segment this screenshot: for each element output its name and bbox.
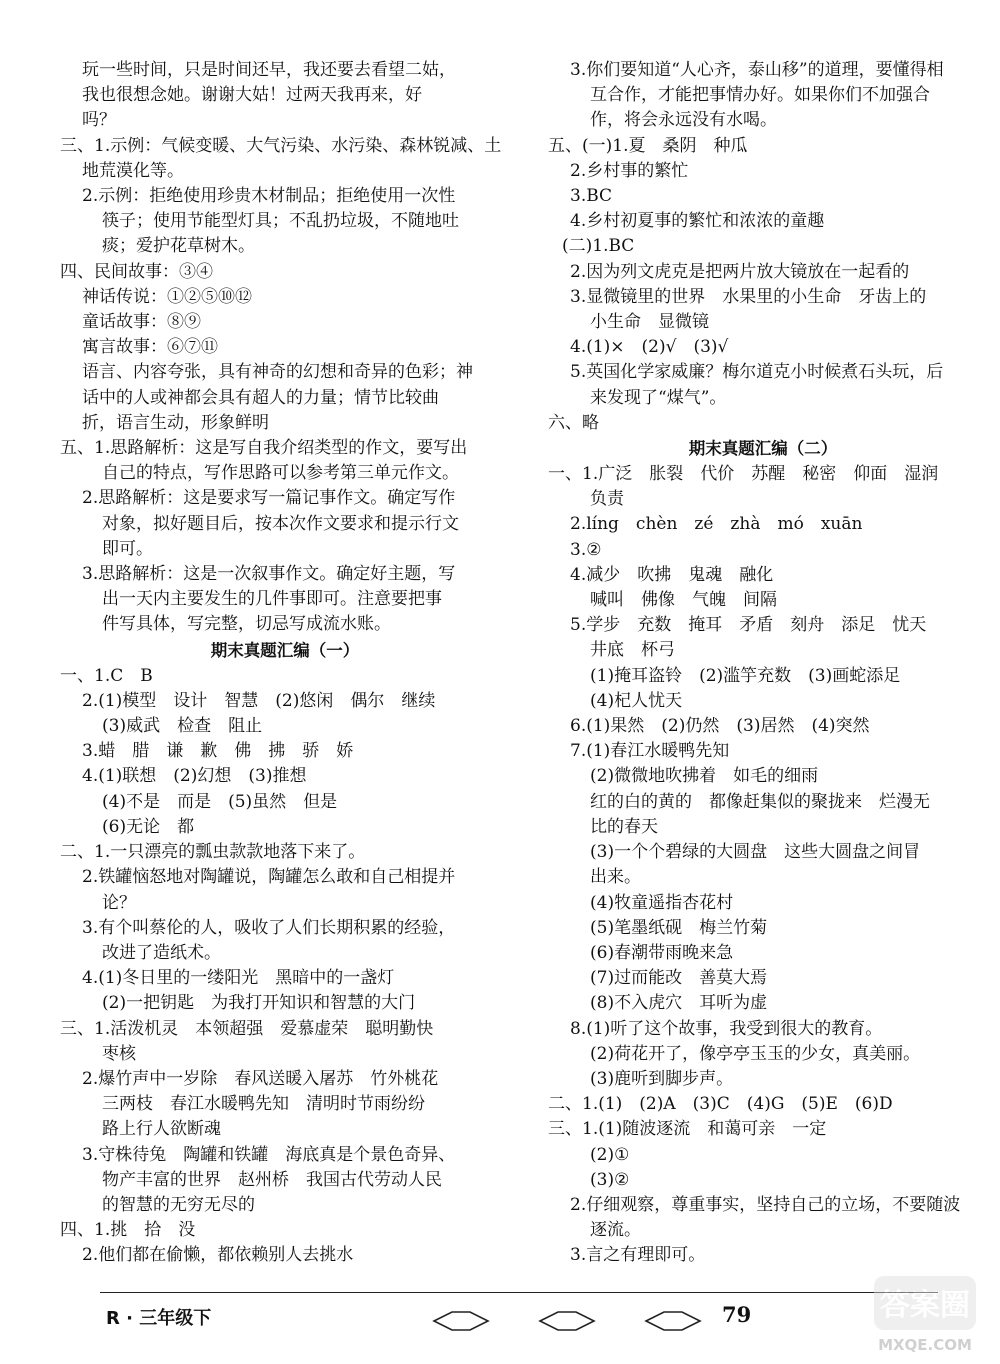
answer-line: 4.(1)联想 (2)幻想 (3)推想	[82, 766, 307, 787]
answer-line: 3.显微镜里的世界 水果里的小生命 牙齿上的	[570, 286, 927, 307]
answer-line: 件写具体，写完整，切忌写成流水账。	[102, 614, 391, 635]
answer-line: (2)微微地吹拂着 如毛的细雨	[590, 766, 819, 787]
answer-line: 二、1.一只漂亮的瓢虫款款地落下来了。	[60, 842, 366, 863]
answer-line: 童话故事：⑧⑨	[82, 312, 201, 333]
answer-line: 筷子；使用节能型灯具；不乱扔垃圾，不随地吐	[102, 211, 459, 232]
diamond-ornament-icon	[432, 1310, 490, 1332]
answer-line: 玩一些时间，只是时间还早，我还要去看望二姑，	[82, 60, 456, 80]
left-column	[60, 58, 510, 1269]
answer-line: 3.守株待兔 陶罐和铁罐 海底真是个景色奇异、	[82, 1144, 456, 1165]
answer-line: 自己的特点，写作思路可以参考第三单元作文。	[102, 463, 459, 484]
answer-line: 路上行人欲断魂	[102, 1119, 221, 1140]
answer-line: (3)鹿听到脚步声。	[590, 1068, 734, 1089]
answer-line: 四、1.挑 拾 没	[60, 1220, 196, 1241]
answer-line: 神话传说：①②⑤⑩⑫	[82, 286, 252, 307]
answer-line: 一、1.广泛 胀裂 代价 苏醒 秘密 仰面 湿润	[548, 464, 939, 485]
answer-line: 4.(1)× (2)√ (3)√	[570, 337, 729, 358]
answer-line: (8)不入虎穴 耳听为虚	[590, 993, 768, 1014]
answer-line: (7)过而能改 善莫大焉	[590, 968, 768, 989]
answer-line: 互合作，才能把事情办好。如果你们不加强合	[590, 85, 930, 106]
answer-line: 三、1.活泼机灵 本领超强 爱慕虚荣 聪明勤快	[60, 1018, 434, 1039]
answer-line: 作，将会永远没有水喝。	[590, 110, 777, 131]
answer-line: 即可。	[102, 538, 153, 559]
answer-line: 4.减少 吹拂 鬼魂 融化	[570, 564, 774, 585]
answer-line: 2.爆竹声中一岁除 春风送暖入屠苏 竹外桃花	[82, 1068, 439, 1089]
watermark-logo-icon	[870, 1272, 980, 1358]
answer-line: 2.líng chèn zé zhà mó xuān	[570, 514, 863, 535]
page-footer	[100, 1302, 938, 1336]
answer-line: 2.(1)模型 设计 智慧 (2)悠闲 偶尔 继续	[82, 690, 436, 711]
answer-line: 寓言故事：⑥⑦⑪	[82, 337, 218, 358]
answer-line: (3)威武 检查 阻止	[102, 716, 263, 737]
answer-line: 五、1.思路解析：这是写自我介绍类型的作文，要写出	[60, 438, 468, 459]
answer-line: 负责	[590, 489, 624, 510]
answer-line: 痰；爱护花草树木。	[102, 236, 255, 257]
answer-line: 3.思路解析：这是一次叙事作文。确定好主题，写	[82, 564, 456, 585]
answer-line: 三、1.(1)随波逐流 和蔼可亲 一定	[548, 1119, 827, 1140]
answer-line: 2.思路解析：这是要求写一篇记事作文。确定写作	[82, 488, 456, 509]
answer-line: (6)无论 都	[102, 816, 195, 837]
answer-line: 4.乡村初夏事的繁忙和浓浓的童趣	[570, 211, 825, 232]
answer-line: 改进了造纸术。	[102, 942, 221, 963]
watermark-text-bottom: MXQE.COM	[878, 1336, 972, 1354]
answer-line: 二、1.(1) (2)A (3)C (4)G (5)E (6)D	[548, 1094, 893, 1115]
answer-line: 折，语言生动，形象鲜明	[82, 412, 269, 433]
answer-line: 枣核	[102, 1043, 136, 1064]
answer-line: (3)②	[590, 1169, 630, 1190]
answer-line: 的智慧的无穷无尽的	[102, 1194, 255, 1215]
answer-line: 五、(一)1.夏 桑阴 种瓜	[548, 135, 748, 156]
answer-line: (3)一个个碧绿的大圆盘 这些大圆盘之间冒	[590, 842, 921, 863]
answer-line: 井底 杯弓	[590, 640, 675, 661]
answer-line: 小生命 显微镜	[590, 312, 709, 333]
answer-line: 逐流。	[590, 1220, 641, 1241]
answer-line: 3.②	[570, 539, 602, 560]
page-number: 79	[722, 1302, 752, 1327]
answer-line: (5)笔墨纸砚 梅兰竹菊	[590, 917, 768, 938]
answer-line: (二)1.BC	[562, 236, 635, 257]
answer-line: 三两枝 春江水暖鸭先知 清明时节雨纷纷	[102, 1094, 425, 1115]
answer-line: 物产丰富的世界 赵州桥 我国古代劳动人民	[102, 1169, 442, 1190]
answer-line: 2.铁罐恼怒地对陶罐说，陶罐怎么敢和自己相提并	[82, 867, 456, 888]
answer-line: 3.有个叫蔡伦的人，吸收了人们长期积累的经验，	[82, 917, 456, 938]
answer-line: 红的白的黄的 都像赶集似的聚拢来 烂漫无	[590, 791, 930, 812]
answer-line: 出一天内主要发生的几件事即可。注意要把事	[102, 589, 442, 610]
answer-line: 六、略	[548, 412, 599, 433]
answer-line: 5.英国化学家威廉？梅尔道克小时候煮石头玩，后	[570, 362, 944, 383]
answer-line: 5.学步 充数 掩耳 矛盾 刻舟 添足 忧天	[570, 615, 927, 636]
answer-line: (2)荷花开了，像亭亭玉玉的少女，真美丽。	[590, 1043, 921, 1064]
answer-line: 一、1.C B	[60, 665, 153, 686]
answer-line: 话中的人或神都会具有超人的力量；情节比较曲	[82, 387, 439, 408]
answer-line: 3.蜡 腊 谦 歉 佛 拂 骄 娇	[82, 741, 354, 762]
diamond-ornament-icon	[644, 1310, 702, 1332]
answer-line: 2.乡村事的繁忙	[570, 160, 689, 181]
right-column	[548, 58, 978, 1269]
answer-line: 2.他们都在偷懒，都依赖别人去挑水	[82, 1245, 354, 1266]
diamond-ornament-icon	[538, 1310, 596, 1332]
section-title: 期末真题汇编（一）	[210, 640, 360, 660]
answer-line: 出来。	[590, 867, 641, 888]
answer-line: 喊叫 佛像 气魄 间隔	[590, 590, 777, 611]
answer-line: 三、1.示例：气候变暖、大气污染、水污染、森林锐减、土	[60, 135, 502, 156]
answer-line: 2.因为列文虎克是把两片放大镜放在一起看的	[570, 261, 910, 282]
answer-line: 7.(1)春江水暖鸭先知	[570, 741, 730, 762]
answer-line: (2)一把钥匙 为我打开知识和智慧的大门	[102, 993, 416, 1014]
answer-line: 四、民间故事：③④	[60, 261, 213, 282]
watermark-text-top: 答案圈	[880, 1288, 970, 1323]
answer-line: (1)掩耳盗铃 (2)滥竽充数 (3)画蛇添足	[590, 665, 901, 686]
footer-rule	[100, 1292, 938, 1293]
answer-line: 8.(1)听了这个故事，我受到很大的教育。	[570, 1018, 883, 1039]
section-title: 期末真题汇编（二）	[688, 439, 838, 459]
answer-line: 4.(1)冬日里的一缕阳光 黑暗中的一盏灯	[82, 968, 395, 989]
answer-line: (4)牧童遥指杏花村	[590, 892, 734, 913]
answer-line: 地荒漠化等。	[82, 160, 184, 181]
answer-line: 3.你们要知道“人心齐，泰山移”的道理，要懂得相	[570, 60, 944, 80]
answer-line: 对象，拟好题目后，按本次作文要求和提示行文	[102, 513, 459, 534]
answer-line: (4)不是 而是 (5)虽然 但是	[102, 791, 338, 812]
answer-line: 我也很想念她。谢谢大姑！过两天我再来，好	[82, 85, 422, 106]
answer-line: 比的春天	[590, 816, 658, 837]
answer-line: (4)杞人忧天	[590, 690, 683, 711]
answer-line: (2)①	[590, 1144, 630, 1165]
answer-line: 3.言之有理即可。	[570, 1245, 706, 1266]
answer-line: 6.(1)果然 (2)仍然 (3)居然 (4)突然	[570, 716, 870, 737]
answer-line: 语言、内容夸张，具有神奇的幻想和奇异的色彩；神	[82, 362, 473, 383]
answer-line: 论？	[102, 892, 136, 913]
answer-line: (6)春潮带雨晚来急	[590, 942, 734, 963]
answer-line: 来发现了“煤气”。	[590, 387, 727, 408]
grade-label: R · 三年级下	[106, 1308, 212, 1329]
answer-line: 3.BC	[570, 186, 613, 207]
answer-line: 2.示例：拒绝使用珍贵木材制品；拒绝使用一次性	[82, 186, 456, 207]
answer-line: 2.仔细观察，尊重事实，坚持自己的立场，不要随波	[570, 1194, 961, 1215]
answer-line: 吗？	[82, 110, 116, 131]
